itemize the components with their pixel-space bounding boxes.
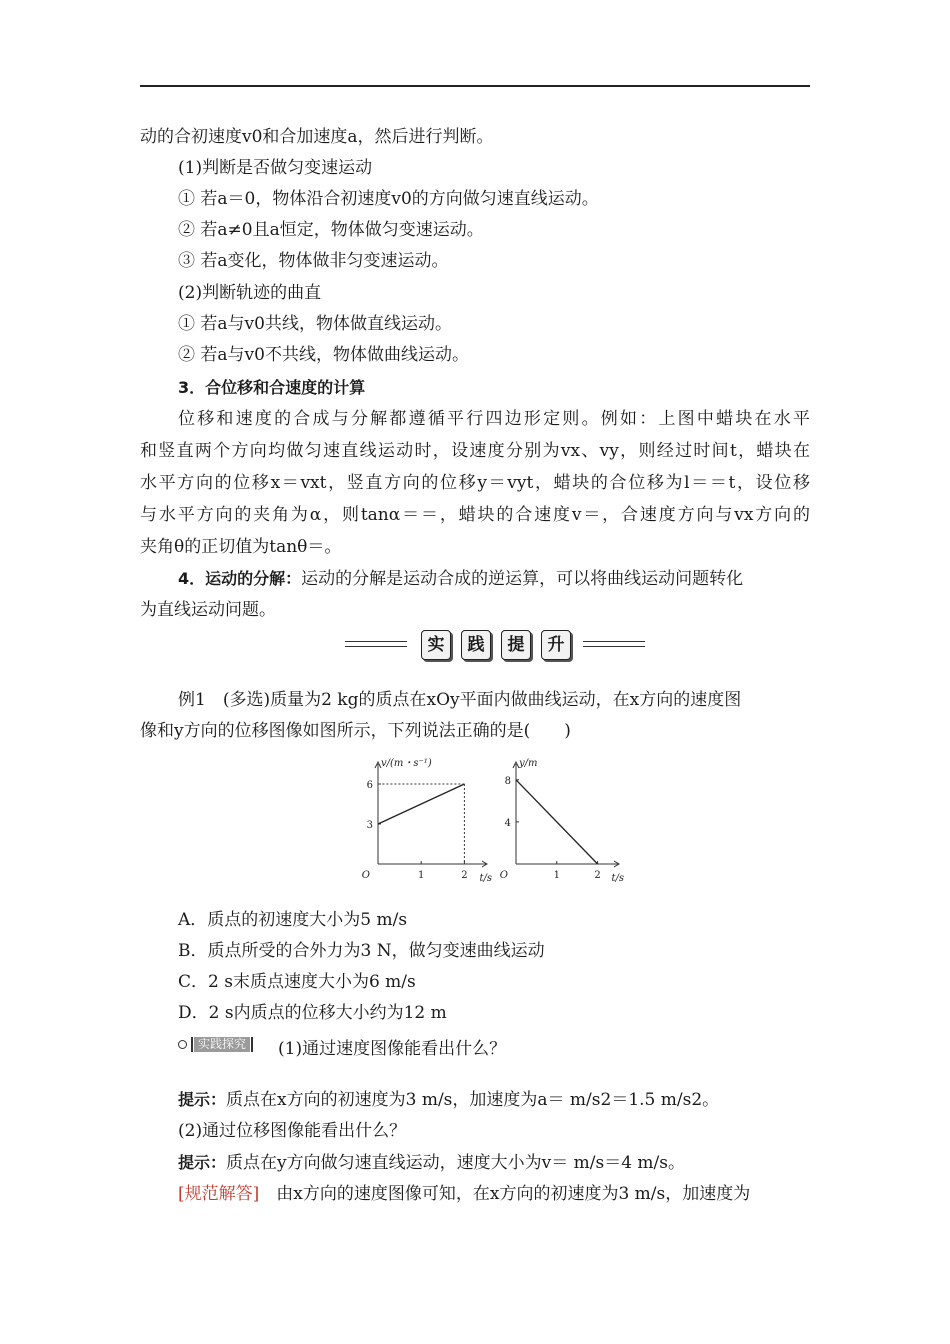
solution-label: [规范解答]: [178, 1184, 260, 1204]
motion-graphs: [356, 752, 636, 890]
y-tick-label: 4: [504, 817, 511, 829]
paragraph-line: 夹角θ的正切值为tanθ＝。: [140, 537, 342, 557]
section-heading: 4．运动的分解：: [178, 569, 302, 588]
y-axis-label: y/m: [519, 758, 538, 769]
circle-icon: [178, 1040, 187, 1049]
hint-text: 质点在y方向做匀速直线运动，速度大小为v＝ m/s＝4 m/s。: [226, 1153, 685, 1173]
x-axis-label: t/s: [479, 873, 492, 884]
example-label: 例1: [178, 690, 206, 710]
section-heading: 3．合位移和合速度的计算: [178, 378, 366, 397]
y-tick-label: 6: [366, 780, 373, 791]
hint-text: 质点在x方向的初速度为3 m/s，加速度为a＝ m/s2＝1.5 m/s2。: [226, 1090, 720, 1110]
banner-rule-left: [345, 641, 407, 647]
solution-line: [178, 1183, 810, 1205]
x-axis-label: t/s: [611, 873, 624, 884]
question-2: (2)通过位移图像能看出什么？: [178, 1121, 407, 1141]
subheading: (1)判断是否做匀变速运动: [178, 158, 373, 178]
banner-char: 升: [541, 630, 571, 660]
y-tick-label: 3: [366, 820, 373, 831]
velocity-graph: [362, 758, 492, 884]
x-tick-label: 1: [418, 870, 425, 881]
option-b: B．质点所受的合外力为3 N，做匀变速曲线运动: [178, 941, 545, 961]
y-tick-label: 8: [504, 775, 511, 787]
solution-text: 由x方向的速度图像可知，在x方向的初速度为3 m/s，加速度为: [276, 1184, 751, 1204]
position-graph: [500, 758, 624, 884]
paragraph-line: 与水平方向的夹角为α，则tanα＝＝，蜡块的合速度v＝，合速度方向与vx方向的: [140, 505, 810, 525]
series-line: [516, 780, 598, 864]
paragraph-line: 位移和速度的合成与分解都遵循平行四边形定则。例如：上图中蜡块在水平: [178, 409, 810, 429]
hint-line: [178, 1089, 810, 1111]
case-line: ③ 若a变化，物体做非匀变速运动。: [178, 251, 449, 271]
bar-icon: [191, 1037, 193, 1052]
y-axis-label: v/(m・s⁻¹): [381, 758, 432, 769]
practice-banner: [345, 627, 645, 663]
paragraph-line: [178, 568, 810, 590]
banner-rule-right: [583, 641, 645, 647]
series-line: [378, 784, 464, 824]
option-d: D．2 s内质点的位移大小约为12 m: [178, 1003, 447, 1023]
x-tick-label: 1: [553, 870, 560, 881]
origin-label: O: [361, 870, 370, 881]
origin-label: O: [499, 870, 508, 881]
x-tick-label: 2: [461, 870, 468, 881]
case-line: ② 若a与v0不共线，物体做曲线运动。: [178, 345, 469, 365]
example-line: 像和y方向的位移图像如图所示，下列说法正确的是( ): [140, 721, 571, 741]
case-line: ② 若a≠0且a恒定，物体做匀变速运动。: [178, 220, 484, 240]
case-line: ① 若a＝0，物体沿合初速度v0的方向做匀速直线运动。: [178, 189, 599, 209]
subheading: (2)判断轨迹的曲直: [178, 283, 322, 303]
explore-marker: [178, 1035, 254, 1053]
header-rule: [140, 85, 810, 87]
option-c: C．2 s末质点速度大小为6 m/s: [178, 972, 416, 992]
option-a: A．质点的初速度大小为5 m/s: [178, 910, 408, 930]
banner-char: 提: [501, 630, 531, 660]
paragraph-line: 水平方向的位移x＝vxt，竖直方向的位移y＝vyt，蜡块的合位移为l＝＝t，设位移: [140, 473, 810, 493]
question-1: (1)通过速度图像能看出什么？: [278, 1039, 507, 1059]
example-line: [178, 689, 810, 711]
banner-char: 实: [421, 630, 451, 660]
hint-label: 提示：: [178, 1153, 227, 1172]
banner-char: 践: [461, 630, 491, 660]
hint-line: [178, 1152, 810, 1174]
paragraph-line: 和竖直两个方向均做匀速直线运动时，设速度分别为vx、vy，则经过时间t，蜡块在: [140, 441, 810, 461]
hint-label: 提示：: [178, 1090, 227, 1109]
case-line: ① 若a与v0共线，物体做直线运动。: [178, 314, 452, 334]
x-tick-label: 2: [594, 870, 601, 881]
text-line: 动的合初速度v0和合加速度a，然后进行判断。: [140, 127, 494, 147]
paragraph-text: 运动的分解是运动合成的逆运算，可以将曲线运动问题转化: [301, 569, 744, 589]
example-text: (多选)质量为2 kg的质点在xOy平面内做曲线运动，在x方向的速度图: [222, 690, 742, 710]
paragraph-line: 为直线运动问题。: [140, 600, 276, 620]
bar-icon: [251, 1037, 253, 1052]
explore-tag: 实践探究: [194, 1037, 250, 1052]
